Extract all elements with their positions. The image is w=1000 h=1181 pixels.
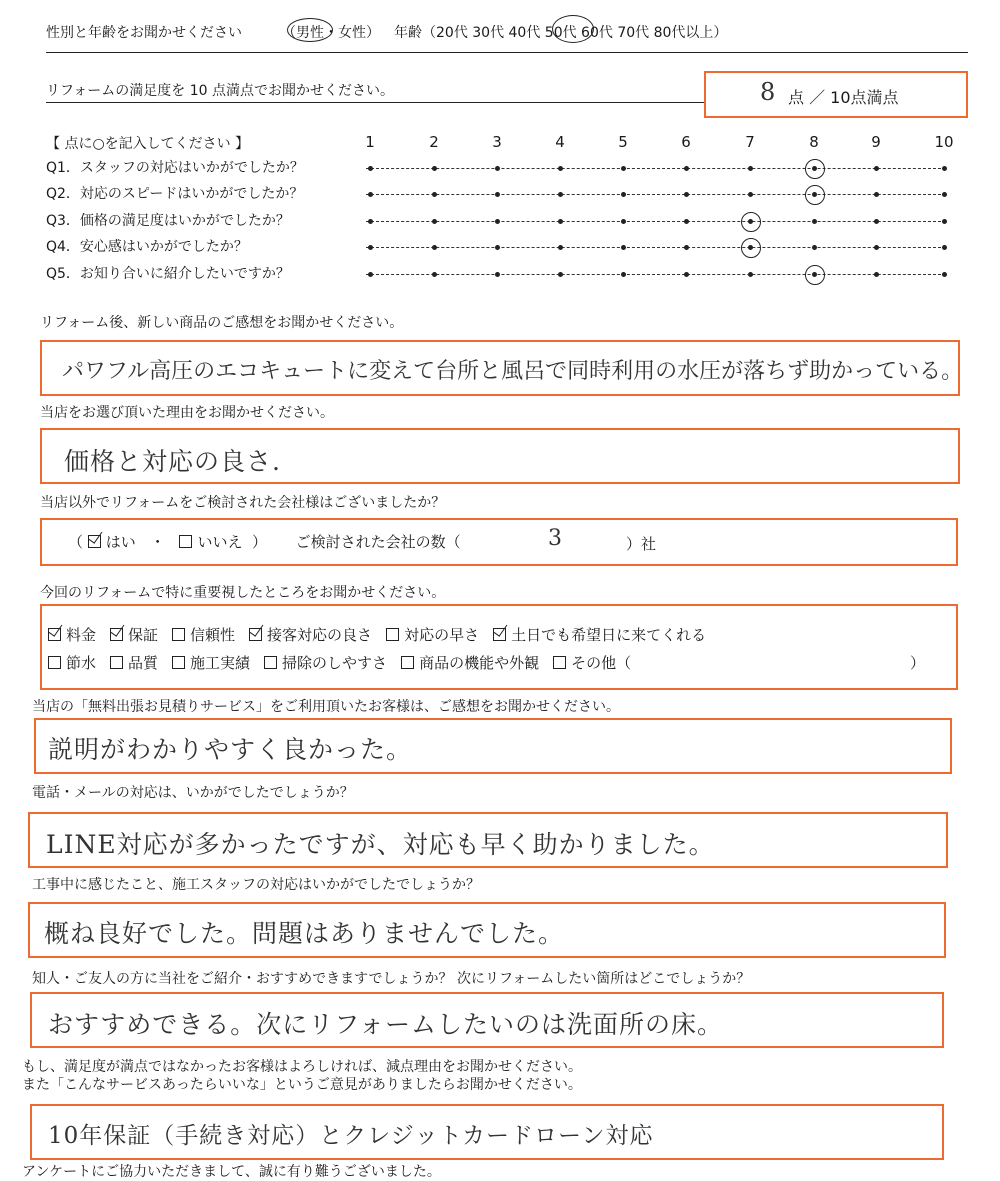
rating-dot[interactable] — [495, 166, 500, 171]
rating-dot[interactable] — [368, 219, 373, 224]
deduction-label-line-2: また「こんなサービスあったらいいな」というご意見がありましたらお聞かせください。 — [22, 1077, 582, 1093]
rating-question-5: Q5．お知り合いに紹介したいですか？ — [46, 266, 290, 282]
rating-scale-line — [366, 168, 946, 169]
rating-dot[interactable] — [684, 272, 689, 277]
rating-dot[interactable] — [368, 245, 373, 250]
rating-dot[interactable] — [558, 272, 563, 277]
rating-dot[interactable] — [558, 166, 563, 171]
company-count-value: 3 — [548, 526, 563, 551]
priority-label: 信頼性 — [190, 626, 236, 644]
rating-dot[interactable] — [812, 219, 817, 224]
priority-option — [110, 626, 158, 644]
scale-number-7: 7 — [745, 133, 755, 151]
rating-dot[interactable] — [812, 245, 817, 250]
priority-checkbox[interactable] — [553, 656, 566, 669]
scale-number-5: 5 — [618, 133, 628, 151]
rating-dot[interactable] — [684, 219, 689, 224]
paren-close: ） — [252, 533, 268, 551]
no-label: いいえ — [197, 533, 243, 551]
priority-label: 品質 — [128, 654, 159, 672]
yes-label: はい — [105, 533, 136, 551]
rating-dot[interactable] — [495, 192, 500, 197]
scale-number-4: 4 — [555, 133, 565, 151]
rating-scale-line — [366, 194, 946, 195]
rating-question-2: Q2．対応のスピードはいかがでしたか？ — [46, 186, 304, 202]
deduction-label-line-1: もし、満足度が満点ではなかったお客様はよろしければ、減点理由をお聞かせください。 — [22, 1059, 582, 1075]
priority-label: 節水 — [66, 654, 97, 672]
satisfaction-score: 8 — [760, 78, 777, 106]
priorities-row-2 — [48, 652, 645, 673]
priorities-label: 今回のリフォームで特に重要視したところをお聞かせください。 — [40, 585, 446, 601]
rating-scale-line — [366, 274, 946, 275]
scale-number-6: 6 — [681, 133, 691, 151]
rating-dot[interactable] — [942, 245, 947, 250]
rating-scale-line — [366, 247, 946, 248]
age-selected-circle — [552, 15, 594, 43]
priority-label: その他（ — [571, 654, 632, 672]
company-count-label: ご検討された会社の数（ — [295, 533, 461, 551]
rating-dot[interactable] — [621, 272, 626, 277]
rating-dot[interactable] — [684, 245, 689, 250]
rating-selected-circle — [805, 265, 825, 285]
rating-dot[interactable] — [942, 219, 947, 224]
rating-dot[interactable] — [942, 272, 947, 277]
priority-checkbox[interactable] — [264, 656, 277, 669]
priority-label: 料金 — [66, 626, 97, 644]
no-checkbox[interactable] — [179, 535, 192, 548]
rating-dot[interactable] — [432, 245, 437, 250]
rating-dot[interactable] — [558, 219, 563, 224]
rating-dot[interactable] — [621, 219, 626, 224]
rating-selected-circle — [805, 159, 825, 179]
rating-dot[interactable] — [684, 166, 689, 171]
gender-options: （男性・女性） — [282, 25, 380, 41]
contact-answer: LINE対応が多かったですが、対応も早く助かりました。 — [46, 830, 715, 859]
recommend-label: 知人・ご友人の方に当社をご紹介・おすすめできますでしょうか？ 次にリフォームしたい箇所はどこでしょうか？ — [32, 971, 751, 987]
recommend-answer: おすすめできる。次にリフォームしたいのは洗面所の床。 — [48, 1010, 724, 1039]
footer-text: アンケートにご協力いただきまして、誠に有り難うございました。 — [22, 1164, 441, 1180]
priority-checkbox[interactable] — [48, 656, 61, 669]
rating-dot[interactable] — [558, 192, 563, 197]
rating-dot[interactable] — [748, 192, 753, 197]
construction-answer: 概ね良好でした。問題はありませんでした。 — [44, 919, 565, 948]
gender-age-label: 性別と年齢をお聞かせください — [46, 25, 242, 41]
priorities-box — [40, 604, 958, 690]
scale-number-1: 1 — [365, 133, 375, 151]
rating-dot[interactable] — [368, 272, 373, 277]
company-count-suffix: ）社 — [626, 535, 657, 553]
header-rule — [46, 52, 968, 53]
priority-label: 掃除のしやすさ — [282, 654, 388, 672]
priority-checkbox[interactable] — [493, 628, 506, 641]
priority-checkbox[interactable] — [110, 628, 123, 641]
rating-dot[interactable] — [874, 272, 879, 277]
rating-dot[interactable] — [368, 192, 373, 197]
priority-option — [110, 654, 158, 672]
scale-number-9: 9 — [871, 133, 881, 151]
rating-dot[interactable] — [874, 192, 879, 197]
rating-dot[interactable] — [432, 219, 437, 224]
deduction-answer: 10年保証（手続き対応）とクレジットカードローン対応 — [48, 1123, 654, 1149]
rating-dot[interactable] — [368, 166, 373, 171]
priority-option — [48, 626, 96, 644]
rating-question-1: Q1．スタッフの対応はいかがでしたか？ — [46, 160, 304, 176]
priority-option — [553, 654, 631, 672]
priority-checkbox[interactable] — [386, 628, 399, 641]
priority-option — [249, 626, 372, 644]
priority-label: 対応の早さ — [404, 626, 480, 644]
scale-number-3: 3 — [492, 133, 502, 151]
contact-label: 電話・メールの対応は、いかがでしたでしょうか？ — [32, 785, 354, 801]
priority-option — [172, 626, 235, 644]
rating-dot[interactable] — [495, 272, 500, 277]
rating-dot[interactable] — [432, 192, 437, 197]
rating-dot[interactable] — [432, 272, 437, 277]
priority-checkbox[interactable] — [249, 628, 262, 641]
rating-question-4: Q4．安心感はいかがでしたか？ — [46, 239, 248, 255]
priority-checkbox[interactable] — [172, 628, 185, 641]
separator: ・ — [150, 533, 166, 551]
rating-dot[interactable] — [621, 245, 626, 250]
satisfaction-score-suffix: 点 ／ 10点満点 — [788, 88, 899, 107]
other-companies-label: 当店以外でリフォームをご検討された会社様はございましたか？ — [40, 495, 446, 511]
rating-dot[interactable] — [874, 245, 879, 250]
reason-answer: 価格と対応の良さ. — [64, 447, 281, 476]
gender-selected-circle — [287, 18, 333, 42]
priority-label: 保証 — [128, 626, 159, 644]
priority-option — [172, 654, 250, 672]
scale-number-8: 8 — [809, 133, 819, 151]
construction-label: 工事中に感じたこと、施工スタッフの対応はいかがでしたでしょうか？ — [32, 877, 480, 893]
priority-label: 土日でも希望日に来てくれる — [511, 626, 707, 644]
rating-selected-circle — [805, 185, 825, 205]
rating-dot[interactable] — [942, 166, 947, 171]
other-companies-row — [68, 531, 461, 552]
rating-dot[interactable] — [621, 166, 626, 171]
yes-checkbox[interactable] — [88, 535, 101, 548]
priority-checkbox[interactable] — [401, 656, 414, 669]
rating-dot[interactable] — [558, 245, 563, 250]
age-options: 年齢（20代 30代 40代 50代 60代 70代 80代以上） — [394, 25, 728, 41]
priority-checkbox[interactable] — [110, 656, 123, 669]
rating-dot[interactable] — [874, 166, 879, 171]
reason-label: 当店をお選び頂いた理由をお聞かせください。 — [40, 405, 334, 421]
rating-scale-line — [366, 221, 946, 222]
rating-dot[interactable] — [621, 192, 626, 197]
rating-dot[interactable] — [495, 219, 500, 224]
rating-dot[interactable] — [495, 245, 500, 250]
rating-selected-circle — [741, 212, 761, 232]
rating-selected-circle — [741, 238, 761, 258]
priority-option — [48, 654, 96, 672]
impression-answer: パワフル高圧のエコキュートに変えて台所と風呂で同時利用の水圧が落ちず助かっている。 — [62, 359, 964, 384]
rating-dot[interactable] — [748, 272, 753, 277]
priority-option — [493, 626, 706, 644]
satisfaction-rule — [46, 102, 706, 103]
priority-checkbox[interactable] — [172, 656, 185, 669]
rating-question-3: Q3．価格の満足度はいかがでしたか？ — [46, 213, 290, 229]
rating-dot[interactable] — [432, 166, 437, 171]
rating-instruction: 【 点に○を記入してください 】 — [46, 136, 250, 152]
rating-dot[interactable] — [684, 192, 689, 197]
scale-number-2: 2 — [429, 133, 439, 151]
priorities-row-2-close: ） — [910, 654, 926, 672]
priority-label: 接客対応の良さ — [267, 626, 373, 644]
priority-label: 商品の機能や外観 — [419, 654, 540, 672]
priority-label: 施工実績 — [190, 654, 251, 672]
rating-dot[interactable] — [874, 219, 879, 224]
priority-option — [264, 654, 387, 672]
priority-checkbox[interactable] — [48, 628, 61, 641]
paren-open: （ — [68, 533, 84, 551]
rating-dot[interactable] — [942, 192, 947, 197]
priority-option — [386, 626, 479, 644]
satisfaction-label: リフォームの満足度を 10 点満点でお聞かせください。 — [46, 83, 395, 99]
rating-dot[interactable] — [748, 166, 753, 171]
estimate-label: 当店の「無料出張お見積りサービス」をご利用頂いたお客様は、ご感想をお聞かせください。 — [32, 699, 620, 715]
priority-option — [401, 654, 539, 672]
priorities-row-1 — [48, 624, 720, 645]
scale-number-10: 10 — [934, 133, 954, 151]
impression-label: リフォーム後、新しい商品のご感想をお聞かせください。 — [40, 315, 404, 331]
estimate-answer: 説明がわかりやすく良かった。 — [48, 735, 413, 764]
